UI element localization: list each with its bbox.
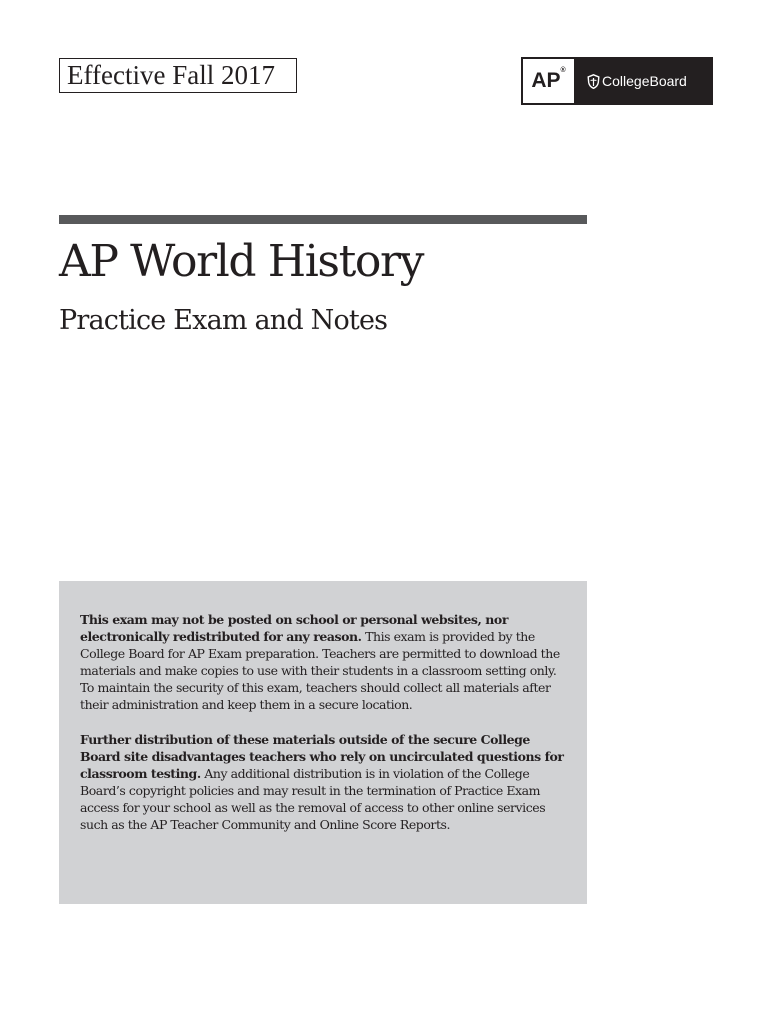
page-title: AP World History <box>59 236 424 287</box>
notice-1-bold: This exam may not be posted on school or personal websites, nor electronically redistributed for any reason. <box>80 612 508 644</box>
notice-1-text: This exam is provided by the College Board for AP Exam preparation. Teachers are permitted to download the materials and make copies to use with their students in a classroom setting only. To maintain the security of this exam, teachers should collect all materials after their administration and keep them in a secure location. <box>80 629 560 712</box>
notice-paragraph-2 <box>80 731 573 833</box>
title-rule <box>59 215 587 224</box>
registered-mark: ® <box>560 67 566 74</box>
notice-2-bold: Further distribution of these materials outside of the secure College Board site disadvantages teachers who rely on uncirculated questions for classroom testing. <box>80 732 564 781</box>
ap-logo-text: AP <box>531 69 561 92</box>
acorn-shield-icon <box>587 74 600 89</box>
ap-logo-mark <box>523 59 574 103</box>
notice-paragraph-1 <box>80 611 573 713</box>
page-subtitle: Practice Exam and Notes <box>59 305 388 336</box>
collegeboard-wordmark <box>587 57 687 105</box>
notice-2-text: Any additional distribution is in violation of the College Board’s copyright policies and may result in the termination of Practice Exam access for your school as well as the removal of access to other online services such as the AP Teacher Community and Online Score Reports. <box>80 766 546 832</box>
ap-collegeboard-logo <box>521 57 713 105</box>
collegeboard-text: CollegeBoard <box>602 73 687 89</box>
effective-date-label: Effective Fall 2017 <box>59 58 297 93</box>
distribution-notice-box <box>59 581 587 904</box>
